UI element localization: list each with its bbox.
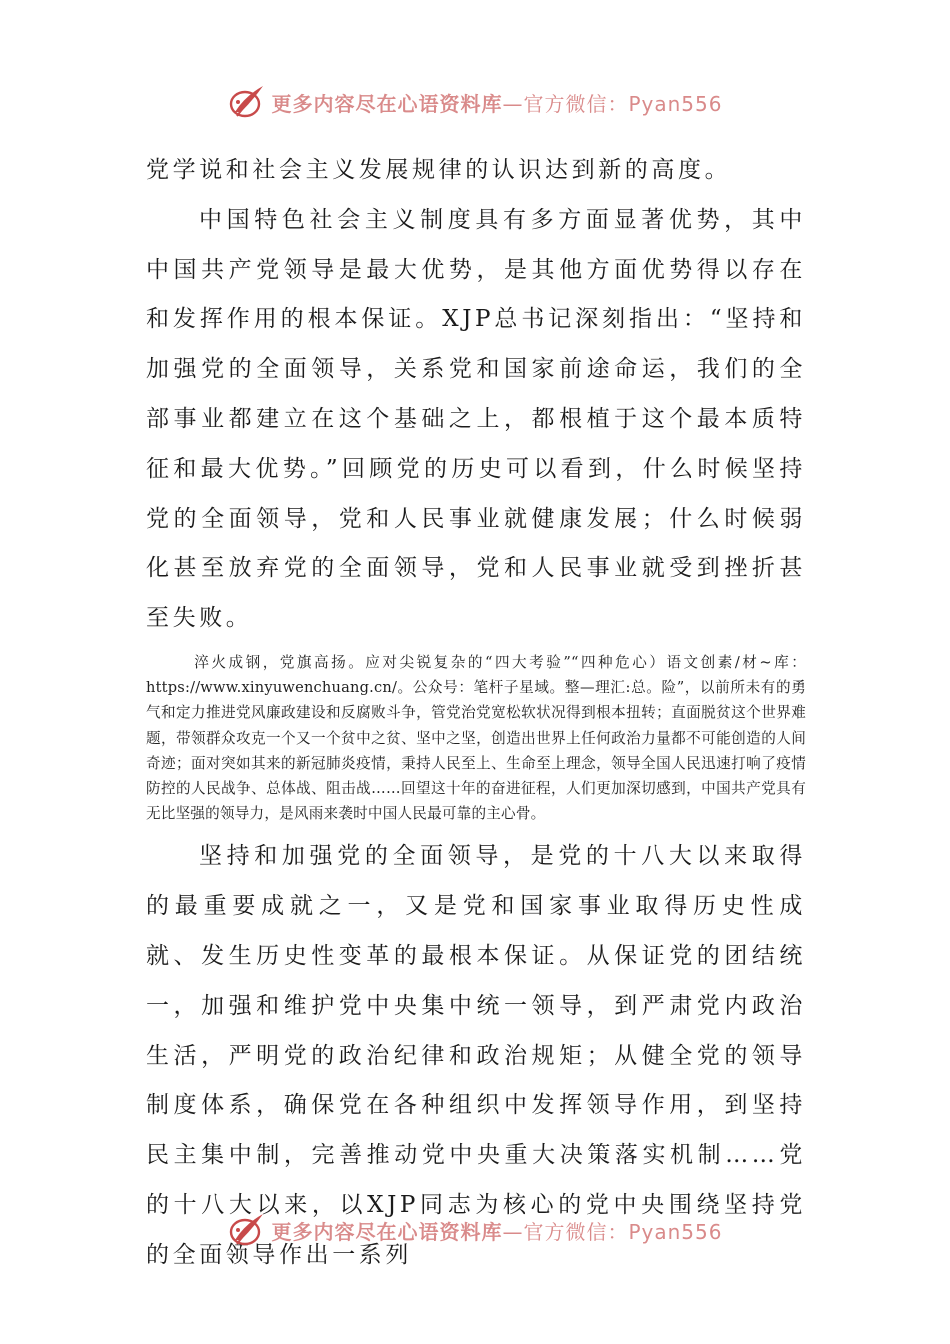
header-banner-contact: 官方微信：Pyan556 [523,91,723,116]
footer-banner-main: 更多内容尽在心语资料库 [271,1219,503,1244]
quill-pen-icon [227,1210,267,1250]
header-banner-text [271,88,722,117]
quill-pen-icon [227,82,267,122]
paragraph-inserted-small [146,650,806,826]
paragraph-leadership-achievement: 坚持和加强党的全面领导，是党的十八大以来取得的最重要成就之一，又是党和国家事业取得历史性成就、发生历史性变革的最根本保证。从保证党的团结统一，加强和维护党中央集中统一领导，到严肃党内政治生活，严明党的政治纪律和政治规矩；从健全党的领导制度体系，确保党在各种组织中发挥领导作用，到坚持民主集中制，完善推动党中央重大决策落实机制……党的十八大以来，以XJP同志为核心的党中央围绕坚持党的全面领导作出一系列 [146,843,806,1268]
paragraph-inserted-small-text: 淬火成钢，党旗高扬。应对尖锐复杂的“四大考验”“四种危心）语文创素/材~库：https://www.xinyuwenchuang.cn/。公众号：笔杆子星域。整—理汇:总。险”，以前所未有的勇气和定力推进党风廉政建设和反腐败斗争，管党治党宽松软状况得到根本扭转；直面脱贫这个世界难题，带领群众攻克一个又一个贫中之贫、坚中之坚，创造出世界上任何政治力量都不可能创造的人间奇迹；面对突如其来的新冠肺炎疫情，秉持人民至上、生命至上理念，领导全国人民迅速打响了疫情防控的人民战争、总体战、阻击战……回望这十年的奋进征程，人们更加深切感到，中国共产党具有无比坚强的领导力，是风雨来袭时中国人民最可靠的主心骨。 [146,653,806,823]
footer-banner-contact: 官方微信：Pyan556 [523,1219,723,1244]
paragraph-continued: 党学说和社会主义发展规律的认识达到新的高度。 [146,157,732,183]
footer-banner-text [271,1216,722,1245]
header-banner-dash: — [502,91,524,116]
paragraph-system-advantage: 中国特色社会主义制度具有多方面显著优势，其中中国共产党领导是最大优势，是其他方面优势得以存在和发挥作用的根本保证。XJP总书记深刻指出：“坚持和加强党的全面领导，关系党和国家前途命运，我们的全部事业都建立在这个基础之上，都根植于这个最本质特征和最大优势。”回顾党的历史可以看到，什么时候坚持党的全面领导，党和人民事业就健康发展；什么时候弱化甚至放弃党的全面领导，党和人民事业就受到挫折甚至失败。 [146,206,806,632]
footer-banner [0,1208,950,1252]
footer-banner-dash: — [502,1219,524,1244]
header-banner-main: 更多内容尽在心语资料库 [271,91,503,116]
document-body [146,146,806,1281]
header-banner [0,80,950,124]
